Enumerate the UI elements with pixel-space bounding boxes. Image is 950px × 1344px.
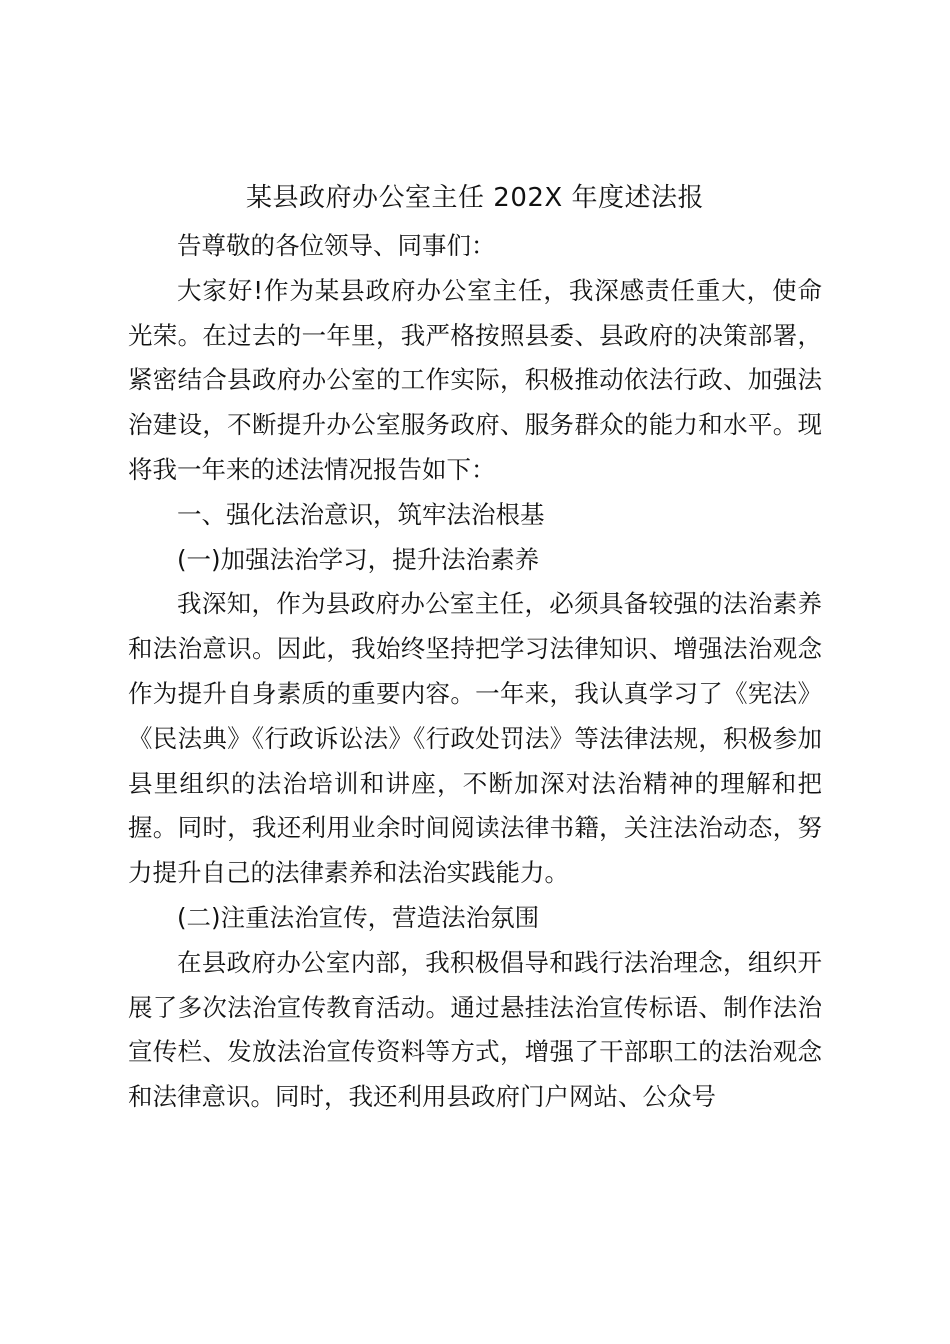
- body-paragraph: 我深知，作为县政府办公室主任，必须具备较强的法治素养和法治意识。因此，我始终坚持把学习法律知识、增强法治观念作为提升自身素质的重要内容。一年来，我认真学习了《宪法》《民法典》《行政诉讼法》《行政处罚法》等法律法规，积极参加县里组织的法治培训和讲座，不断加深对法治精神的理解和把握。同时，我还利用业余时间阅读法律书籍，关注法治动态，努力提升自己的法律素养和法治实践能力。: [128, 589, 822, 888]
- subsection-heading: (二)注重法治宣传，营造法治氛围: [177, 902, 540, 932]
- subsection-heading: (一)加强法治学习，提升法治素养: [177, 544, 540, 574]
- intro-paragraph: 大家好!作为某县政府办公室主任，我深感责任重大，使命光荣。在过去的一年里，我严格按照县委、县政府的决策部署，紧密结合县政府办公室的工作实际，积极推动依法行政、加强法治建设，不断提升办公室服务政府、服务群众的能力和水平。现将我一年来的述法情况报告如下：: [128, 275, 822, 484]
- salutation-paragraph: 告尊敬的各位领导、同事们：: [177, 231, 496, 260]
- section-heading: 一、强化法治意识，筑牢法治根基: [177, 499, 545, 529]
- document-body: [128, 224, 822, 1120]
- document-title: 某县政府办公室主任 202X 年度述法报: [246, 183, 704, 213]
- body-paragraph: 在县政府办公室内部，我积极倡导和践行法治理念，组织开展了多次法治宣传教育活动。通过悬挂法治宣传标语、制作法治宣传栏、发放法治宣传资料等方式，增强了干部职工的法治观念和法律意识。同时，我还利用县政府门户网站、公众号: [128, 947, 822, 1112]
